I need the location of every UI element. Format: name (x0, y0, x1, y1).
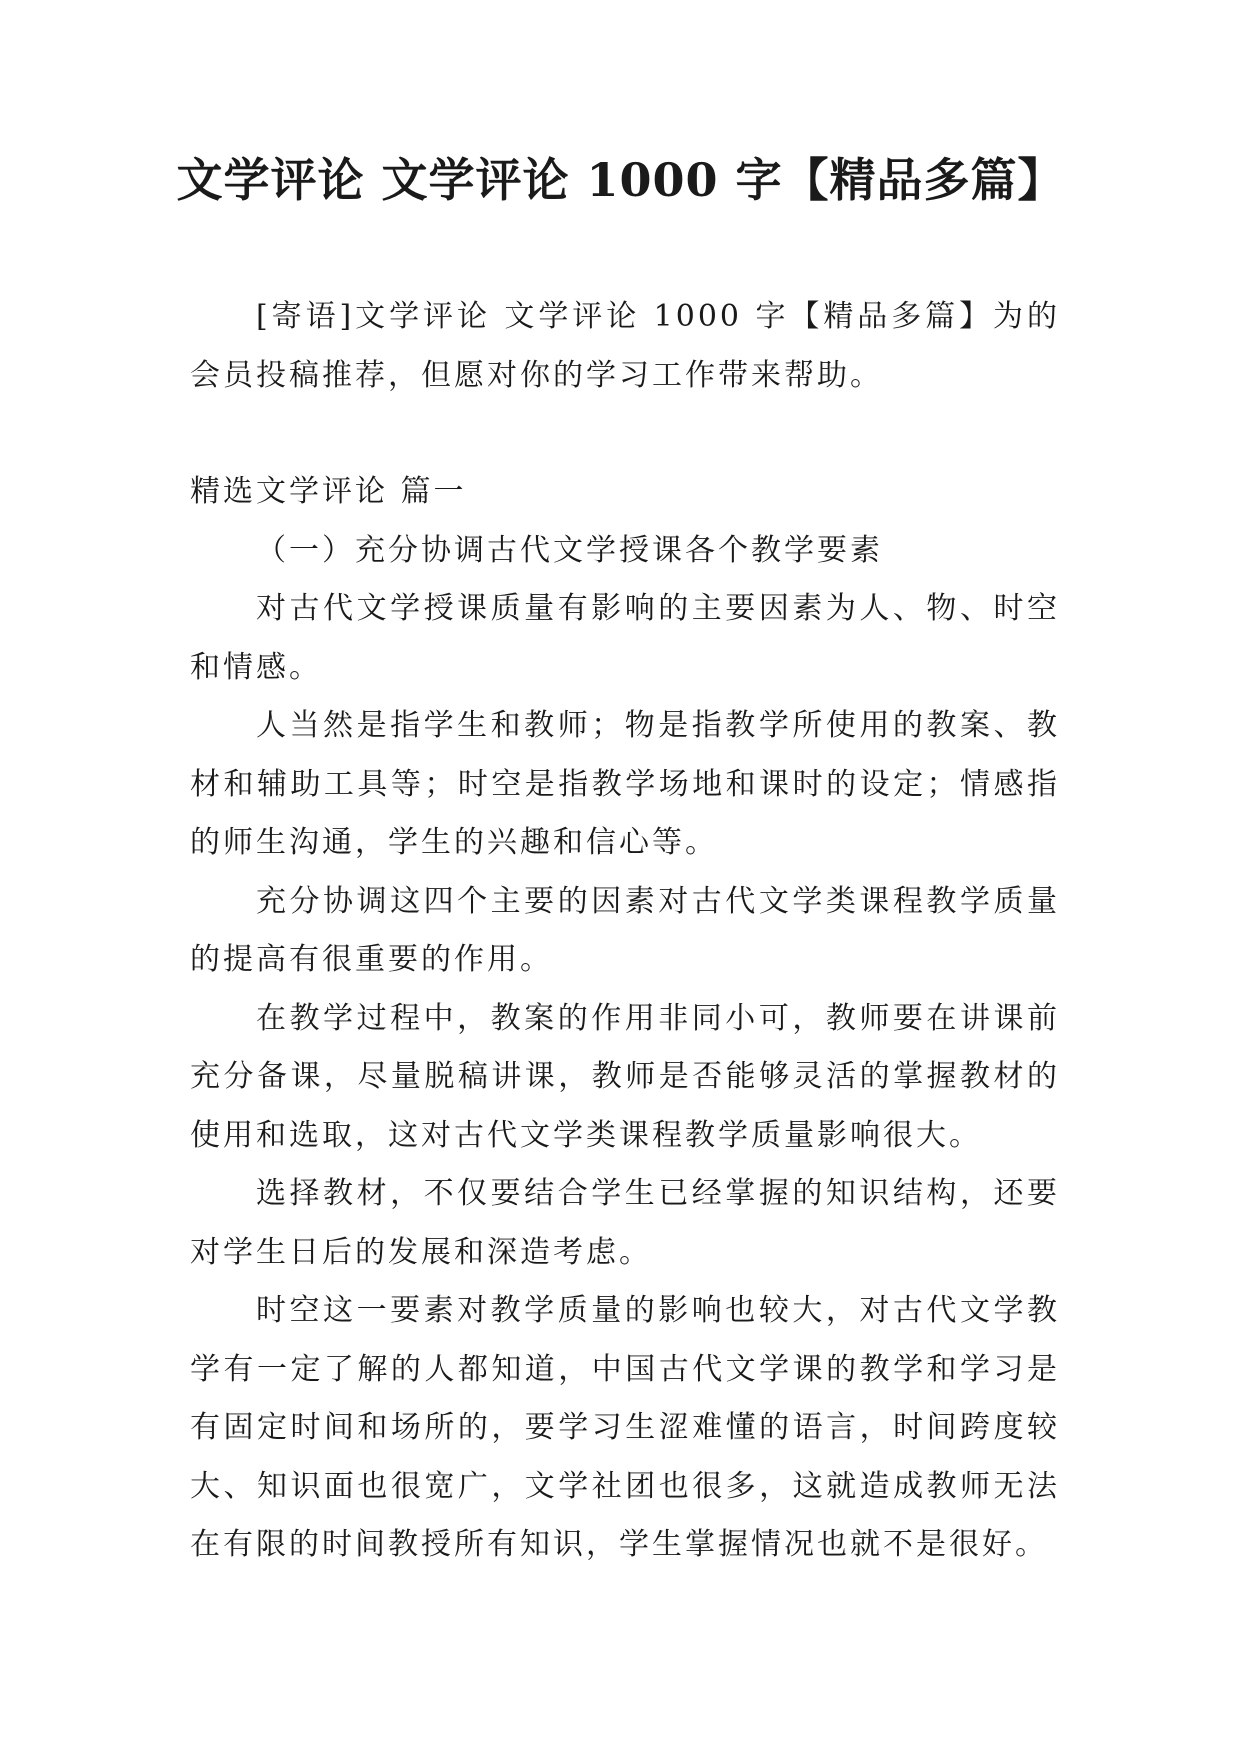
body-paragraph: 时空这一要素对教学质量的影响也较大，对古代文学教学有一定了解的人都知道，中国古代文学课的教学和学习是有固定时间和场所的，要学习生涩难懂的语言，时间跨度较大、知识面也很宽广，文学社团也很多，这就造成教师无法在有限的时间教授所有知识，学生掌握情况也就不是很好。 (190, 1293, 1060, 1562)
spacer (190, 405, 1060, 463)
intro-paragraph: [寄语]文学评论 文学评论 1000 字【精品多篇】为的会员投稿推荐，但愿对你的学习工作带来帮助。 (190, 299, 1060, 393)
body-paragraph: 对古代文学授课质量有影响的主要因素为人、物、时空和情感。 (190, 591, 1060, 685)
document-body (190, 288, 1060, 1575)
section-heading: 精选文学评论 篇一 (190, 474, 467, 509)
subheading: （一）充分协调古代文学授课各个教学要素 (256, 532, 883, 568)
body-paragraph: 选择教材，不仅要结合学生已经掌握的知识结构，还要对学生日后的发展和深造考虑。 (190, 1176, 1060, 1270)
body-paragraph: 人当然是指学生和教师；物是指教学所使用的教案、教材和辅助工具等；时空是指教学场地和课时的设定；情感指的师生沟通，学生的兴趣和信心等。 (190, 708, 1060, 860)
body-paragraph: 充分协调这四个主要的因素对古代文学类课程教学质量的提高有很重要的作用。 (190, 883, 1060, 977)
document-title: 文学评论 文学评论 1000 字【精品多篇】 (176, 153, 1065, 207)
body-paragraph: 在教学过程中，教案的作用非同小可，教师要在讲课前充分备课，尽量脱稿讲课，教师是否能够灵活的掌握教材的使用和选取，这对古代文学类课程教学质量影响很大。 (190, 1000, 1060, 1153)
